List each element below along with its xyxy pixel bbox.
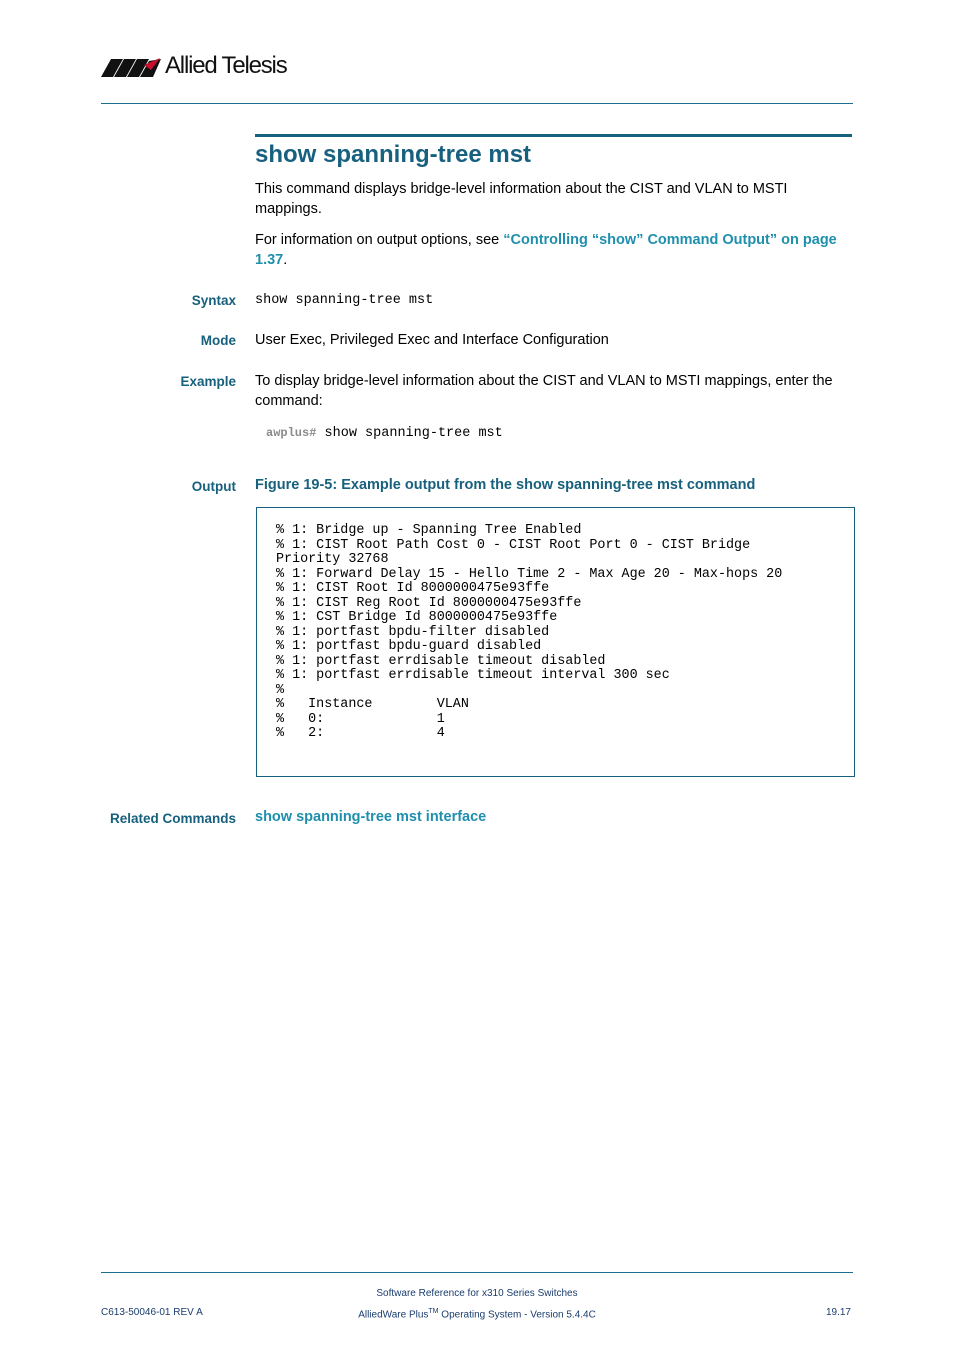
title-rule <box>255 134 852 137</box>
footer-version: Operating System - Version 5.4.4C <box>438 1309 596 1321</box>
footer-page-number: 19.17 <box>825 1307 851 1318</box>
syntax-label: Syntax <box>191 293 236 308</box>
logo-mark-icon <box>101 56 163 78</box>
allied-telesis-logo <box>101 52 301 80</box>
output-label: Output <box>191 479 236 494</box>
description: This command displays bridge-level information about the CIST and VLAN to MSTI mappings. <box>255 181 788 217</box>
syntax-command: show spanning-tree mst <box>255 293 434 308</box>
mode-label: Mode <box>200 333 236 348</box>
logo-wordmark: Allied Telesis <box>165 52 287 79</box>
command-output: % 1: Bridge up - Spanning Tree Enabled % 1: CIST Root Path Cost 0 - CIST Root Port 0 - CIST Bridge Priority 32768 % 1: Forward Delay 15 - Hello Time 2 - Max Age 20 - Max-hops 20 % 1: CIST Root Id 8000000475e93ffe % 1: CIST Reg Root Id 8000000475e93ffe % 1: CST Bridge Id 8000000475e93ffe % 1: portfast bpdu-filter disabled % 1: portfast bpdu-guard disabled % 1: portfast errdisable timeout disabled % 1: portfast errdisable timeout interval 300 sec % % Instance VLAN % 0: 1 % 2: 4 <box>276 523 783 741</box>
example-text: To display bridge-level information about the CIST and VLAN to MSTI mappings, enter the command: <box>255 373 833 409</box>
mode-text: User Exec, Privileged Exec and Interface Configuration <box>255 332 609 348</box>
figure-title: Figure 19-5: Example output from the show spanning-tree mst command <box>255 477 756 493</box>
header-divider <box>101 103 853 104</box>
info-prefix: For information on output options, see <box>255 232 504 248</box>
footer-product: AlliedWare Plus <box>358 1309 429 1321</box>
page-title: show spanning-tree mst <box>255 141 532 168</box>
footer-title: Software Reference for x310 Series Switches <box>376 1288 578 1299</box>
related-command-link[interactable]: show spanning-tree mst interface <box>255 809 487 825</box>
output-box <box>256 507 855 777</box>
example-command-line <box>266 426 503 441</box>
output-options-link[interactable]: “Controlling “show” Command Output” on page 1.37 <box>255 232 837 268</box>
info-paragraph <box>255 231 852 270</box>
trademark-mark: TM <box>428 1308 439 1315</box>
info-suffix: . <box>283 251 288 268</box>
cli-prompt: awplus# <box>266 426 317 440</box>
example-label: Example <box>180 374 236 389</box>
footer-divider <box>101 1272 853 1273</box>
footer-doc-id: C613-50046-01 REV A <box>101 1307 203 1318</box>
example-command: show spanning-tree mst <box>324 426 503 441</box>
related-commands-label: Related Commands <box>109 811 236 826</box>
